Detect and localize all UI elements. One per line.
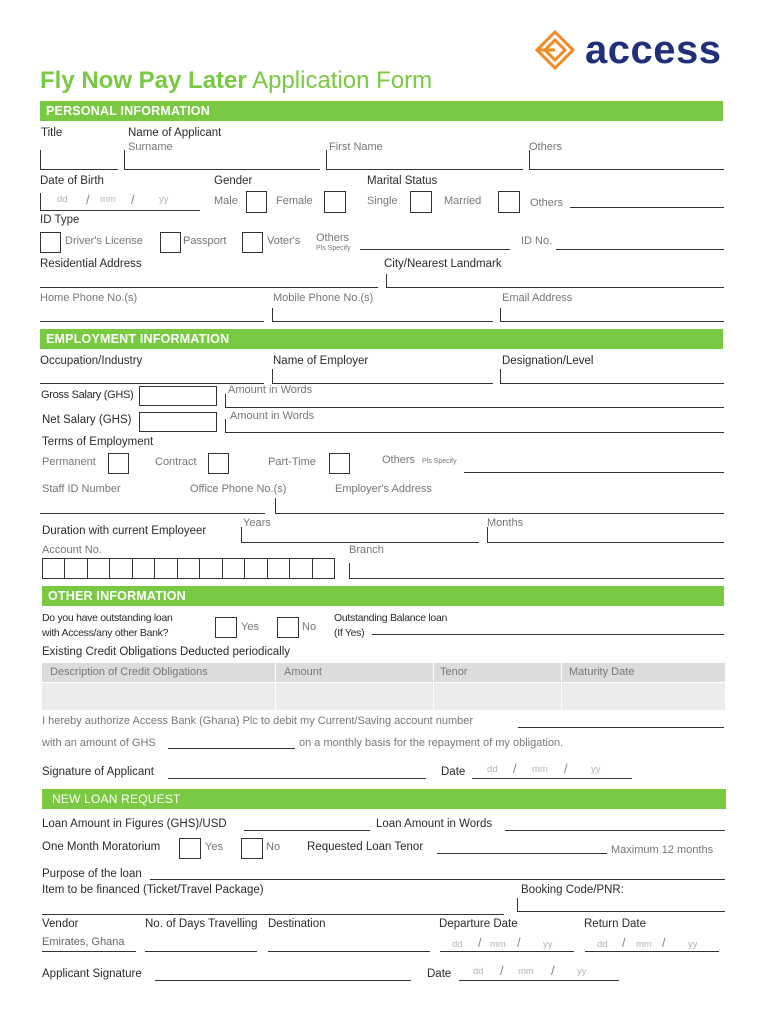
account-digit-box[interactable]: [200, 559, 222, 578]
vendor-label: Vendor: [42, 918, 79, 930]
other-info-header: OTHER INFORMATION: [42, 586, 724, 606]
years-field[interactable]: [241, 527, 479, 543]
outstanding-question-line1: Do you have outstanding loan: [42, 612, 173, 624]
signature-line[interactable]: [168, 778, 426, 779]
form-title-bold: Fly Now Pay Later: [40, 67, 247, 94]
net-amount-words-label: Amount in Words: [230, 410, 315, 422]
name-label: Name of Applicant: [128, 127, 222, 139]
gross-salary-label: Gross Salary (GHS): [41, 389, 134, 401]
passport-checkbox[interactable]: [160, 232, 181, 253]
signature-date-label: Date: [441, 766, 466, 778]
account-digit-box[interactable]: [110, 559, 132, 578]
account-digit-box[interactable]: [245, 559, 267, 578]
table-cell-description[interactable]: [42, 683, 275, 710]
tenor-line[interactable]: [437, 853, 607, 854]
applicant-date-slash-2: /: [551, 963, 555, 978]
designation-field[interactable]: [500, 369, 724, 384]
gross-salary-input[interactable]: [139, 386, 217, 406]
return-mm: mm: [636, 939, 652, 950]
form-title: [40, 66, 432, 96]
account-digit-box[interactable]: [133, 559, 155, 578]
table-header-tenor: Tenor: [440, 666, 468, 678]
staff-id-field[interactable]: [40, 498, 265, 514]
vendor-value: Emirates, Ghana: [42, 936, 125, 948]
terms-others-line[interactable]: [464, 472, 724, 473]
dob-dd: dd: [57, 194, 68, 205]
loan-amount-figures-line[interactable]: [244, 830, 370, 831]
tenor-label: Requested Loan Tenor: [307, 841, 424, 853]
account-digit-box[interactable]: [65, 559, 87, 578]
table-header-maturity: Maturity Date: [569, 666, 635, 678]
loan-amount-figures-label: Loan Amount in Figures (GHS)/USD: [42, 818, 227, 830]
id-others-label: Others: [316, 232, 350, 244]
part-time-checkbox[interactable]: [329, 453, 350, 474]
days-label: No. of Days Travelling: [145, 918, 258, 930]
dob-slash-2: /: [131, 192, 135, 207]
brand-name: access: [585, 28, 722, 72]
drivers-license-checkbox[interactable]: [40, 232, 61, 253]
departure-dd: dd: [452, 939, 463, 950]
applicant-date-yy: yy: [577, 966, 587, 977]
email-field[interactable]: [500, 308, 724, 322]
city-field[interactable]: [386, 274, 724, 288]
return-date-line[interactable]: [585, 951, 719, 952]
occupation-field[interactable]: [40, 369, 264, 384]
contract-label: Contract: [155, 456, 197, 468]
account-digit-box[interactable]: [290, 559, 312, 578]
mobile-phone-label: Mobile Phone No.(s): [273, 292, 374, 304]
vendor-line[interactable]: [42, 951, 136, 952]
departure-slash-2: /: [517, 935, 521, 950]
signature-date-dd: dd: [487, 764, 498, 775]
permanent-label: Permanent: [42, 456, 96, 468]
outstanding-yes-label: Yes: [241, 621, 259, 633]
duration-label: Duration with current Employeer: [42, 525, 207, 537]
ghs-amount-line[interactable]: [168, 748, 295, 749]
destination-line[interactable]: [268, 951, 430, 952]
moratorium-no-checkbox[interactable]: [241, 838, 263, 859]
signature-date-yy: yy: [591, 764, 601, 775]
departure-date-line[interactable]: [440, 951, 574, 952]
obligations-label: Existing Credit Obligations Deducted periodically: [42, 646, 291, 658]
booking-field[interactable]: [517, 898, 725, 912]
authorize-text-line2b: on a monthly basis for the repayment of my obligation.: [299, 737, 564, 749]
surname-field[interactable]: [124, 150, 320, 170]
employment-info-header: EMPLOYMENT INFORMATION: [40, 329, 723, 349]
employer-field[interactable]: [272, 369, 493, 384]
staff-id-label: Staff ID Number: [42, 483, 121, 495]
destination-label: Destination: [268, 918, 326, 930]
loan-amount-words-line[interactable]: [505, 830, 725, 831]
email-label: Email Address: [502, 292, 573, 304]
applicant-signature-line[interactable]: [155, 980, 411, 981]
loan-amount-words-label: Loan Amount in Words: [376, 818, 493, 830]
new-loan-header: NEW LOAN REQUEST: [42, 789, 726, 809]
applicant-date-slash-1: /: [500, 963, 504, 978]
table-header-amount: Amount: [284, 666, 322, 678]
voters-label: Voter's: [267, 235, 301, 247]
signature-label: Signature of Applicant: [42, 766, 154, 778]
city-label: City/Nearest Landmark: [384, 258, 502, 270]
permanent-checkbox[interactable]: [108, 453, 129, 474]
voters-checkbox[interactable]: [242, 232, 263, 253]
gender-label: Gender: [214, 175, 253, 187]
applicant-date-label: Date: [427, 968, 452, 980]
net-amount-words-field[interactable]: [225, 419, 724, 433]
account-no-boxes[interactable]: [42, 558, 335, 579]
max-months-note: Maximum 12 months: [611, 844, 714, 856]
male-checkbox[interactable]: [246, 191, 267, 213]
single-checkbox[interactable]: [410, 191, 432, 213]
female-label: Female: [276, 195, 313, 207]
applicant-date-mm: mm: [518, 966, 534, 977]
terms-label: Terms of Employment: [42, 436, 154, 448]
id-others-line[interactable]: [360, 249, 510, 250]
authorize-text-line1: I hereby authorize Access Bank (Ghana) Plc to debit my Current/Saving account number: [42, 715, 474, 727]
applicant-date-dd: dd: [473, 966, 484, 977]
moratorium-label: One Month Moratorium: [42, 841, 161, 853]
surname-label: Surname: [128, 141, 173, 153]
table-cell-amount[interactable]: [276, 683, 433, 710]
mobile-phone-field[interactable]: [272, 308, 493, 322]
days-line[interactable]: [145, 951, 257, 952]
title-label: Title: [41, 127, 63, 139]
id-no-line[interactable]: [556, 249, 724, 250]
moratorium-no-label: No: [266, 841, 281, 853]
married-checkbox[interactable]: [498, 191, 520, 213]
account-digit-box[interactable]: [268, 559, 290, 578]
first-name-label: First Name: [329, 141, 383, 153]
drivers-license-label: Driver's License: [65, 235, 143, 247]
departure-slash-1: /: [478, 935, 482, 950]
outstanding-question-line2: with Access/any other Bank?: [42, 627, 169, 639]
signature-date-slash-1: /: [513, 761, 517, 776]
first-name-field[interactable]: [326, 150, 523, 170]
male-label: Male: [214, 195, 238, 207]
office-phone-label: Office Phone No.(s): [190, 483, 287, 495]
gross-amount-words-field[interactable]: [225, 394, 724, 408]
signature-date-slash-2: /: [564, 761, 568, 776]
outstanding-no-checkbox[interactable]: [277, 617, 299, 638]
signature-date-line[interactable]: [472, 778, 632, 779]
item-label: Item to be financed (Ticket/Travel Package): [42, 884, 264, 896]
personal-info-header: PERSONAL INFORMATION: [40, 101, 723, 121]
others-name-field[interactable]: [529, 150, 724, 170]
employer-label: Name of Employer: [273, 355, 369, 367]
home-phone-field[interactable]: [40, 308, 264, 322]
signature-date-mm: mm: [532, 764, 548, 775]
form-title-rest: Application Form: [252, 67, 433, 94]
account-digit-box[interactable]: [313, 559, 334, 578]
outstanding-yes-checkbox[interactable]: [215, 617, 237, 638]
access-logo-icon: [531, 28, 579, 72]
marital-others-label: Others: [530, 197, 564, 209]
account-no-label: Account No.: [42, 544, 102, 556]
outstanding-no-label: No: [302, 621, 317, 633]
return-slash-1: /: [622, 935, 626, 950]
account-digit-box[interactable]: [88, 559, 110, 578]
terms-pls-specify: Pls Specify: [422, 458, 457, 465]
gross-amount-words-label: Amount in Words: [228, 384, 313, 396]
residential-address-field[interactable]: [40, 274, 378, 288]
female-checkbox[interactable]: [324, 191, 346, 213]
obligations-table: [42, 663, 725, 710]
part-time-label: Part-Time: [268, 456, 316, 468]
return-label: Return Date: [584, 918, 647, 930]
contract-checkbox[interactable]: [208, 453, 229, 474]
account-digit-box[interactable]: [178, 559, 200, 578]
years-label: Years: [243, 517, 271, 529]
moratorium-yes-label: Yes: [205, 841, 223, 853]
table-cell-tenor[interactable]: [434, 683, 561, 710]
item-line[interactable]: [42, 914, 504, 915]
employer-address-field[interactable]: [275, 498, 724, 514]
balance-label-line1: Outstanding Balance loan: [334, 612, 448, 624]
authorize-text-line2a: with an amount of GHS: [42, 737, 156, 749]
balance-label-line2: (If Yes): [334, 627, 365, 639]
moratorium-yes-checkbox[interactable]: [179, 838, 201, 859]
net-salary-label: Net Salary (GHS): [42, 414, 132, 426]
purpose-label: Purpose of the loan: [42, 868, 142, 880]
return-dd: dd: [597, 939, 608, 950]
others-name-label: Others: [529, 141, 563, 153]
applicant-signature-label: Applicant Signature: [42, 968, 142, 980]
dob-slash-1: /: [86, 192, 90, 207]
dob-yy: yy: [159, 194, 169, 205]
passport-label: Passport: [183, 235, 227, 247]
id-type-label: ID Type: [40, 214, 80, 226]
residential-address-label: Residential Address: [40, 258, 142, 270]
branch-field[interactable]: [349, 563, 724, 579]
dob-label: Date of Birth: [40, 175, 104, 187]
account-digit-box[interactable]: [223, 559, 245, 578]
employer-address-label: Employer's Address: [335, 483, 432, 495]
departure-mm: mm: [490, 939, 506, 950]
home-phone-label: Home Phone No.(s): [40, 292, 138, 304]
months-field[interactable]: [487, 527, 724, 543]
booking-label: Booking Code/PNR:: [521, 884, 624, 896]
table-cell-maturity[interactable]: [562, 683, 725, 710]
single-label: Single: [367, 195, 398, 207]
return-slash-2: /: [662, 935, 666, 950]
return-yy: yy: [688, 939, 698, 950]
title-field[interactable]: [40, 150, 118, 170]
departure-yy: yy: [543, 939, 553, 950]
applicant-date-line[interactable]: [459, 980, 619, 981]
terms-others-label: Others: [382, 454, 416, 466]
id-pls-specify: Pls Specify: [316, 245, 351, 252]
account-digit-box[interactable]: [43, 559, 65, 578]
account-digit-box[interactable]: [155, 559, 177, 578]
net-salary-input[interactable]: [139, 412, 217, 432]
married-label: Married: [444, 195, 482, 207]
occupation-label: Occupation/Industry: [40, 355, 143, 367]
account-number-line[interactable]: [518, 727, 724, 728]
months-label: Months: [487, 517, 524, 529]
dob-mm: mm: [100, 194, 116, 205]
branch-label: Branch: [349, 544, 384, 556]
marital-label: Marital Status: [367, 175, 438, 187]
designation-label: Designation/Level: [502, 355, 594, 367]
balance-line[interactable]: [372, 634, 724, 635]
table-header-description: Description of Credit Obligations: [50, 666, 208, 678]
departure-label: Departure Date: [439, 918, 518, 930]
id-no-label: ID No.: [521, 235, 553, 247]
purpose-line[interactable]: [150, 879, 725, 880]
marital-others-line[interactable]: [570, 207, 724, 208]
